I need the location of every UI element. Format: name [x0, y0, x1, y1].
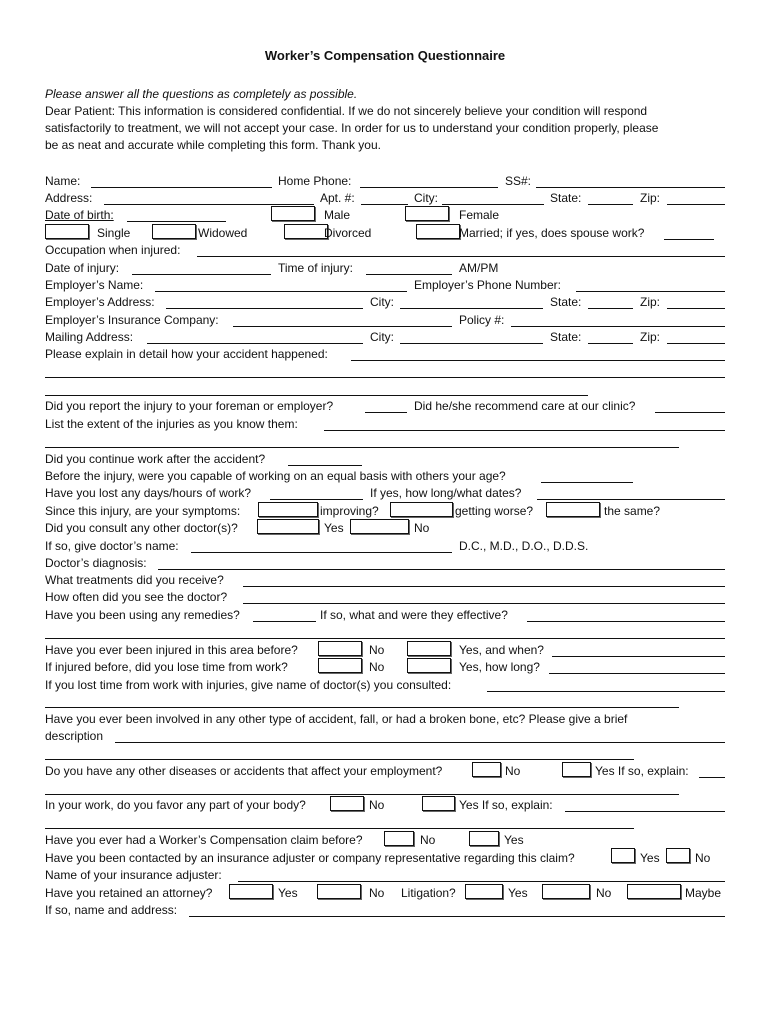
yes-how-long-field[interactable] — [549, 673, 725, 674]
other-diseases-explain-field[interactable] — [699, 777, 725, 778]
injured-before-no-checkbox[interactable] — [318, 641, 362, 656]
continue-work-field[interactable] — [288, 465, 362, 466]
litigation-maybe-label: Maybe — [685, 886, 722, 900]
favor-body-label: In your work, do you favor any part of your body? — [45, 798, 306, 812]
adjuster-name-field[interactable] — [238, 881, 725, 882]
adjuster-contact-label: Have you been contacted by an insurance adjuster or company representative regarding this claim? — [45, 851, 575, 865]
lose-time-yes-checkbox[interactable] — [407, 658, 451, 673]
employer-zip-field[interactable] — [667, 308, 725, 309]
name-field[interactable] — [91, 187, 272, 188]
occupation-field[interactable] — [197, 256, 725, 257]
wc-claim-no-label: No — [420, 833, 436, 847]
description-field[interactable] — [115, 742, 725, 743]
adjuster-contact-no-label: No — [695, 851, 711, 865]
adjuster-name-label: Name of your insurance adjuster: — [45, 868, 222, 882]
degrees-label: D.C., M.D., D.O., D.D.S. — [459, 539, 589, 553]
litigation-label: Litigation? — [401, 886, 456, 900]
favor-body-no-label: No — [369, 798, 385, 812]
married-checkbox[interactable] — [416, 224, 460, 239]
worse-checkbox[interactable] — [390, 502, 453, 517]
intro-line: satisfactorily to treatment, we will not accept your case. In order for us to understand your condition properly, please — [45, 121, 659, 135]
employer-state-label: State: — [550, 295, 582, 309]
other-diseases-line[interactable] — [45, 794, 679, 795]
lost-days-field[interactable] — [270, 499, 363, 500]
ss-label: SS#: — [505, 174, 532, 188]
attorney-yes-label: Yes — [278, 886, 298, 900]
wc-claim-yes-label: Yes — [504, 833, 524, 847]
attorney-label: Have you retained an attorney? — [45, 886, 213, 900]
litigation-no-checkbox[interactable] — [542, 884, 590, 899]
list-extent-label: List the extent of the injuries as you know them: — [45, 417, 298, 431]
favor-body-yes-checkbox[interactable] — [422, 796, 455, 811]
injured-before-no-label: No — [369, 643, 385, 657]
ss-field[interactable] — [536, 187, 725, 188]
remedies-field[interactable] — [253, 621, 316, 622]
consult-yes-checkbox[interactable] — [257, 519, 319, 534]
employer-city-label: City: — [370, 295, 394, 309]
employer-phone-field[interactable] — [576, 291, 725, 292]
employer-name-label: Employer’s Name: — [45, 278, 144, 292]
continue-work-label: Did you continue work after the accident? — [45, 452, 266, 466]
adjuster-contact-yes-checkbox[interactable] — [611, 848, 635, 863]
lose-time-no-label: No — [369, 660, 385, 674]
mailing-state-field[interactable] — [588, 343, 633, 344]
favor-body-explain-field[interactable] — [565, 811, 725, 812]
insurance-company-label: Employer’s Insurance Company: — [45, 313, 219, 327]
female-label: Female — [459, 208, 500, 222]
date-injury-field[interactable] — [132, 274, 271, 275]
remedies-line[interactable] — [45, 638, 725, 639]
female-checkbox[interactable] — [405, 206, 449, 221]
remedies-label: Have you been using any remedies? — [45, 608, 240, 622]
how-long-label: If yes, how long/what dates? — [370, 486, 522, 500]
doctor-name-field[interactable] — [191, 552, 452, 553]
remedies-effective-label: If so, what and were they effective? — [320, 608, 508, 622]
favor-body-line[interactable] — [45, 828, 634, 829]
employer-state-field[interactable] — [588, 308, 633, 309]
symptoms-label: Since this injury, are your symptoms: — [45, 504, 241, 518]
consult-yes-label: Yes — [324, 521, 344, 535]
married-label: Married; if yes, does spouse work? — [459, 226, 645, 240]
diagnosis-label: Doctor’s diagnosis: — [45, 556, 147, 570]
policy-label: Policy #: — [459, 313, 505, 327]
apt-label: Apt. #: — [320, 191, 355, 205]
recommend-care-field[interactable] — [655, 412, 725, 413]
state-field[interactable] — [588, 204, 633, 205]
intro-line: be as neat and accurate while completing this form. Thank you. — [45, 138, 381, 152]
apt-field[interactable] — [361, 204, 408, 205]
how-long-field[interactable] — [537, 499, 725, 500]
remedies-effective-field[interactable] — [527, 621, 725, 622]
zip-field[interactable] — [667, 204, 725, 205]
home-phone-field[interactable] — [360, 187, 498, 188]
divorced-label: Divorced — [324, 226, 372, 240]
attorney-no-label: No — [369, 886, 385, 900]
mailing-state-label: State: — [550, 330, 582, 344]
recommend-care-label: Did he/she recommend care at our clinic? — [414, 399, 636, 413]
yes-when-label: Yes, and when? — [459, 643, 544, 657]
employer-zip-label: Zip: — [640, 295, 661, 309]
improving-label: improving? — [320, 504, 379, 518]
consult-no-label: No — [414, 521, 430, 535]
explain-accident-field[interactable] — [351, 360, 725, 361]
litigation-no-label: No — [596, 886, 612, 900]
employer-name-field[interactable] — [155, 291, 407, 292]
attorney-name-label: If so, name and address: — [45, 903, 178, 917]
report-injury-label: Did you report the injury to your foreman or employer? — [45, 399, 334, 413]
zip-label: Zip: — [640, 191, 661, 205]
male-checkbox[interactable] — [271, 206, 315, 221]
ampm-label: AM/PM — [459, 261, 499, 275]
wc-claim-yes-checkbox[interactable] — [469, 831, 499, 846]
treatments-field[interactable] — [243, 586, 725, 587]
employer-city-field[interactable] — [400, 308, 543, 309]
page-title: Worker’s Compensation Questionnaire — [264, 48, 506, 63]
list-extent-field[interactable] — [324, 430, 725, 431]
diagnosis-field[interactable] — [158, 569, 725, 570]
explain-accident-line[interactable] — [45, 395, 588, 396]
intro-line: Dear Patient: This information is considered confidential. If we do not sincerely believe your condition will respond — [45, 104, 648, 118]
other-diseases-label: Do you have any other diseases or accidents that affect your employment? — [45, 764, 443, 778]
how-often-label: How often did you see the doctor? — [45, 590, 228, 604]
insurance-company-field[interactable] — [233, 326, 452, 327]
how-often-field[interactable] — [243, 603, 725, 604]
widowed-label: Widowed — [198, 226, 248, 240]
single-checkbox[interactable] — [45, 224, 89, 239]
mailing-address-field[interactable] — [147, 343, 363, 344]
lost-time-doctor-line[interactable] — [45, 707, 679, 708]
employer-address-label: Employer’s Address: — [45, 295, 155, 309]
other-diseases-no-checkbox[interactable] — [472, 762, 501, 777]
state-label: State: — [550, 191, 582, 205]
report-injury-field[interactable] — [365, 412, 407, 413]
attorney-yes-checkbox[interactable] — [229, 884, 273, 899]
date-injury-label: Date of injury: — [45, 261, 120, 275]
attorney-no-checkbox[interactable] — [317, 884, 361, 899]
single-label: Single — [97, 226, 131, 240]
time-injury-field[interactable] — [366, 274, 452, 275]
improving-checkbox[interactable] — [258, 502, 318, 517]
litigation-maybe-checkbox[interactable] — [627, 884, 681, 899]
consult-doctor-label: Did you consult any other doctor(s)? — [45, 521, 238, 535]
adjuster-contact-no-checkbox[interactable] — [666, 848, 690, 863]
lost-time-doctor-field[interactable] — [487, 691, 725, 692]
favor-body-explain-label: Yes If so, explain: — [459, 798, 553, 812]
employer-address-field[interactable] — [166, 308, 363, 309]
doctor-name-label: If so, give doctor’s name: — [45, 539, 179, 553]
home-phone-label: Home Phone: — [278, 174, 352, 188]
capable-field[interactable] — [541, 482, 633, 483]
other-diseases-no-label: No — [505, 764, 521, 778]
description-label: description — [45, 729, 104, 743]
mailing-city-field[interactable] — [400, 343, 543, 344]
attorney-name-field[interactable] — [189, 916, 725, 917]
litigation-yes-checkbox[interactable] — [465, 884, 503, 899]
injured-before-yes-checkbox[interactable] — [407, 641, 451, 656]
lost-days-label: Have you lost any days/hours of work? — [45, 486, 252, 500]
male-label: Male — [324, 208, 351, 222]
consult-no-checkbox[interactable] — [350, 519, 409, 534]
explain-accident-label: Please explain in detail how your accident happened: — [45, 347, 328, 361]
city-label: City: — [414, 191, 438, 205]
city-field[interactable] — [442, 204, 544, 205]
employer-phone-label: Employer’s Phone Number: — [414, 278, 561, 292]
lose-time-label: If injured before, did you lose time from work? — [45, 660, 288, 674]
litigation-yes-label: Yes — [508, 886, 528, 900]
treatments-label: What treatments did you receive? — [45, 573, 224, 587]
mailing-zip-field[interactable] — [667, 343, 725, 344]
capable-label: Before the injury, were you capable of working on an equal basis with others your age? — [45, 469, 506, 483]
lost-time-doctor-label: If you lost time from work with injuries, give name of doctor(s) you consulted: — [45, 678, 452, 692]
policy-field[interactable] — [511, 326, 725, 327]
intro-instruction: Please answer all the questions as completely as possible. — [45, 87, 358, 101]
widowed-checkbox[interactable] — [152, 224, 196, 239]
list-extent-line[interactable] — [45, 447, 679, 448]
dob-field[interactable] — [127, 221, 226, 222]
yes-when-field[interactable] — [552, 656, 725, 657]
time-injury-label: Time of injury: — [278, 261, 353, 275]
mailing-zip-label: Zip: — [640, 330, 661, 344]
wc-claim-label: Have you ever had a Worker’s Compensation claim before? — [45, 833, 363, 847]
adjuster-contact-yes-label: Yes — [640, 851, 660, 865]
yes-how-long-label: Yes, how long? — [459, 660, 540, 674]
wc-claim-no-checkbox[interactable] — [384, 831, 414, 846]
other-diseases-yes-checkbox[interactable] — [562, 762, 591, 777]
other-diseases-explain-label: Yes If so, explain: — [595, 764, 689, 778]
mailing-address-label: Mailing Address: — [45, 330, 134, 344]
divorced-checkbox[interactable] — [284, 224, 328, 239]
worse-label: getting worse? — [455, 504, 534, 518]
name-label: Name: — [45, 174, 81, 188]
injured-before-label: Have you ever been injured in this area before? — [45, 643, 298, 657]
description-line[interactable] — [45, 759, 634, 760]
explain-accident-line[interactable] — [45, 377, 725, 378]
address-label: Address: — [45, 191, 93, 205]
spouse-work-field[interactable] — [664, 239, 714, 240]
favor-body-no-checkbox[interactable] — [330, 796, 364, 811]
same-label: the same? — [604, 504, 661, 518]
other-accident-label: Have you ever been involved in any other type of accident, fall, or had a broken bone, etc? Please give a brief — [45, 712, 628, 726]
lose-time-no-checkbox[interactable] — [318, 658, 362, 673]
occupation-label: Occupation when injured: — [45, 243, 181, 257]
address-field[interactable] — [104, 204, 314, 205]
dob-label: Date of birth: — [45, 208, 114, 222]
same-checkbox[interactable] — [546, 502, 600, 517]
mailing-city-label: City: — [370, 330, 394, 344]
